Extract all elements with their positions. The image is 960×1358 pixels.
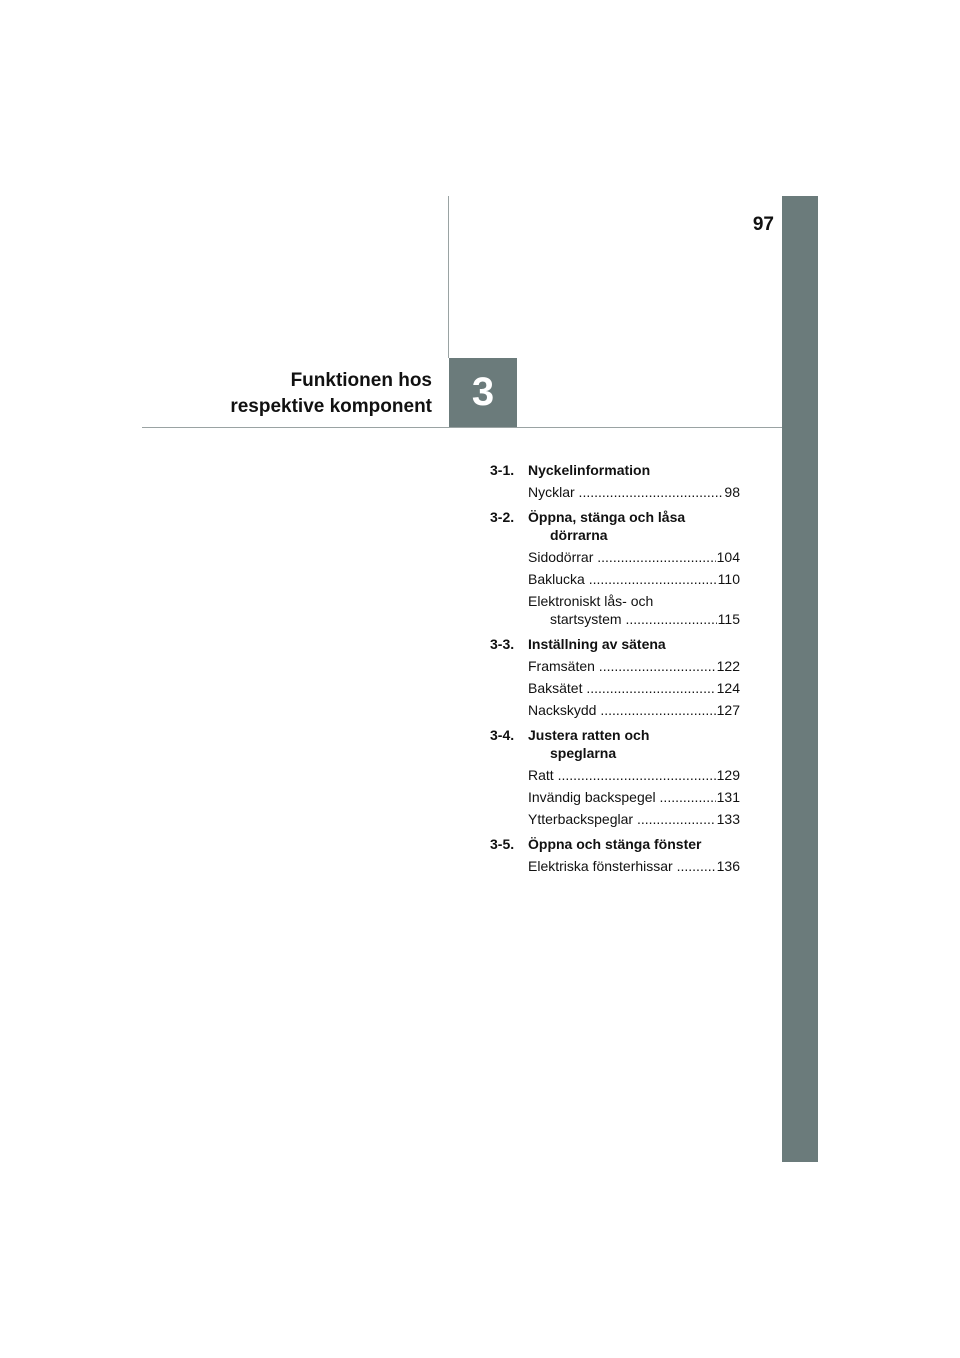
vertical-rule — [448, 196, 449, 358]
entry-page: 127 — [716, 702, 740, 718]
toc-entry-sidodorrar[interactable] — [528, 548, 740, 566]
section-number: 3-5. — [490, 836, 515, 852]
toc-entry-ytterbackspeglar[interactable] — [528, 810, 740, 828]
entry-title: Invändig backspegel ..... — [528, 788, 716, 806]
section-title-line2: speglarna — [550, 745, 617, 761]
toc-entry-elektriska-fonsterhissar[interactable] — [528, 857, 740, 875]
entry-title-line2: startsystem ..... — [550, 610, 717, 628]
section-number: 3-3. — [490, 636, 515, 652]
toc-section-3-3[interactable] — [490, 635, 740, 653]
chapter-number-box: 3 — [449, 358, 517, 427]
section-title — [528, 726, 740, 762]
entry-page: 104 — [716, 549, 740, 565]
entry-title: Nackskydd ..... — [528, 701, 716, 719]
entry-page: 122 — [716, 658, 740, 674]
toc-entry-elektroniskt-las[interactable] — [528, 592, 740, 628]
entry-page: 129 — [716, 767, 740, 783]
entry-title: Ytterbackspeglar ..... — [528, 810, 716, 828]
horizontal-rule — [142, 427, 782, 428]
entry-page: 133 — [716, 811, 740, 827]
section-title: Nyckelinformation — [528, 462, 651, 478]
section-number: 3-4. — [490, 727, 515, 743]
page-number: 97 — [752, 214, 774, 235]
entry-title: Nycklar ..... — [528, 483, 723, 501]
section-title-line1: Justera ratten och — [528, 727, 650, 743]
section-title: Öppna och stänga fönster — [528, 836, 702, 852]
section-number: 3-2. — [490, 509, 515, 525]
entry-page: 136 — [716, 858, 740, 874]
toc-entry-baksatet[interactable] — [528, 679, 740, 697]
entry-title: Ratt ..... — [528, 766, 716, 784]
side-tab — [782, 196, 818, 1162]
toc-entry-nackskydd[interactable] — [528, 701, 740, 719]
entry-page: 115 — [717, 611, 740, 627]
entry-title: Framsäten ..... — [528, 657, 716, 675]
toc-section-3-5[interactable] — [490, 835, 740, 853]
chapter-title — [150, 368, 432, 420]
toc-entry-framsaten[interactable] — [528, 657, 740, 675]
entry-title: Elektriska fönsterhissar ..... — [528, 857, 716, 875]
entry-page: 124 — [716, 680, 740, 696]
section-title: Inställning av sätena — [528, 636, 666, 652]
toc-section-3-2[interactable] — [490, 508, 740, 544]
toc-entry-invandig-backspegel[interactable] — [528, 788, 740, 806]
chapter-title-line2: respektive komponent — [230, 396, 432, 417]
table-of-contents — [490, 461, 740, 875]
section-title — [528, 508, 740, 544]
toc-entry-baklucka[interactable] — [528, 570, 740, 588]
entry-title: Sidodörrar ..... — [528, 548, 716, 566]
entry-title: Baksätet ..... — [528, 679, 716, 697]
entry-page: 110 — [717, 571, 740, 587]
toc-section-3-1[interactable] — [490, 461, 740, 479]
toc-entry-nycklar[interactable] — [528, 483, 740, 501]
toc-section-3-4[interactable] — [490, 726, 740, 762]
chapter-title-line1: Funktionen hos — [290, 370, 432, 391]
entry-title: Baklucka ..... — [528, 570, 717, 588]
toc-entry-ratt[interactable] — [528, 766, 740, 784]
section-title-line2: dörrarna — [550, 527, 608, 543]
entry-page: 98 — [724, 484, 740, 500]
section-title-line1: Öppna, stänga och låsa — [528, 509, 686, 525]
entry-page: 131 — [716, 789, 740, 805]
section-number: 3-1. — [490, 462, 515, 478]
entry-title-line1: Elektroniskt lås- och — [528, 593, 654, 609]
